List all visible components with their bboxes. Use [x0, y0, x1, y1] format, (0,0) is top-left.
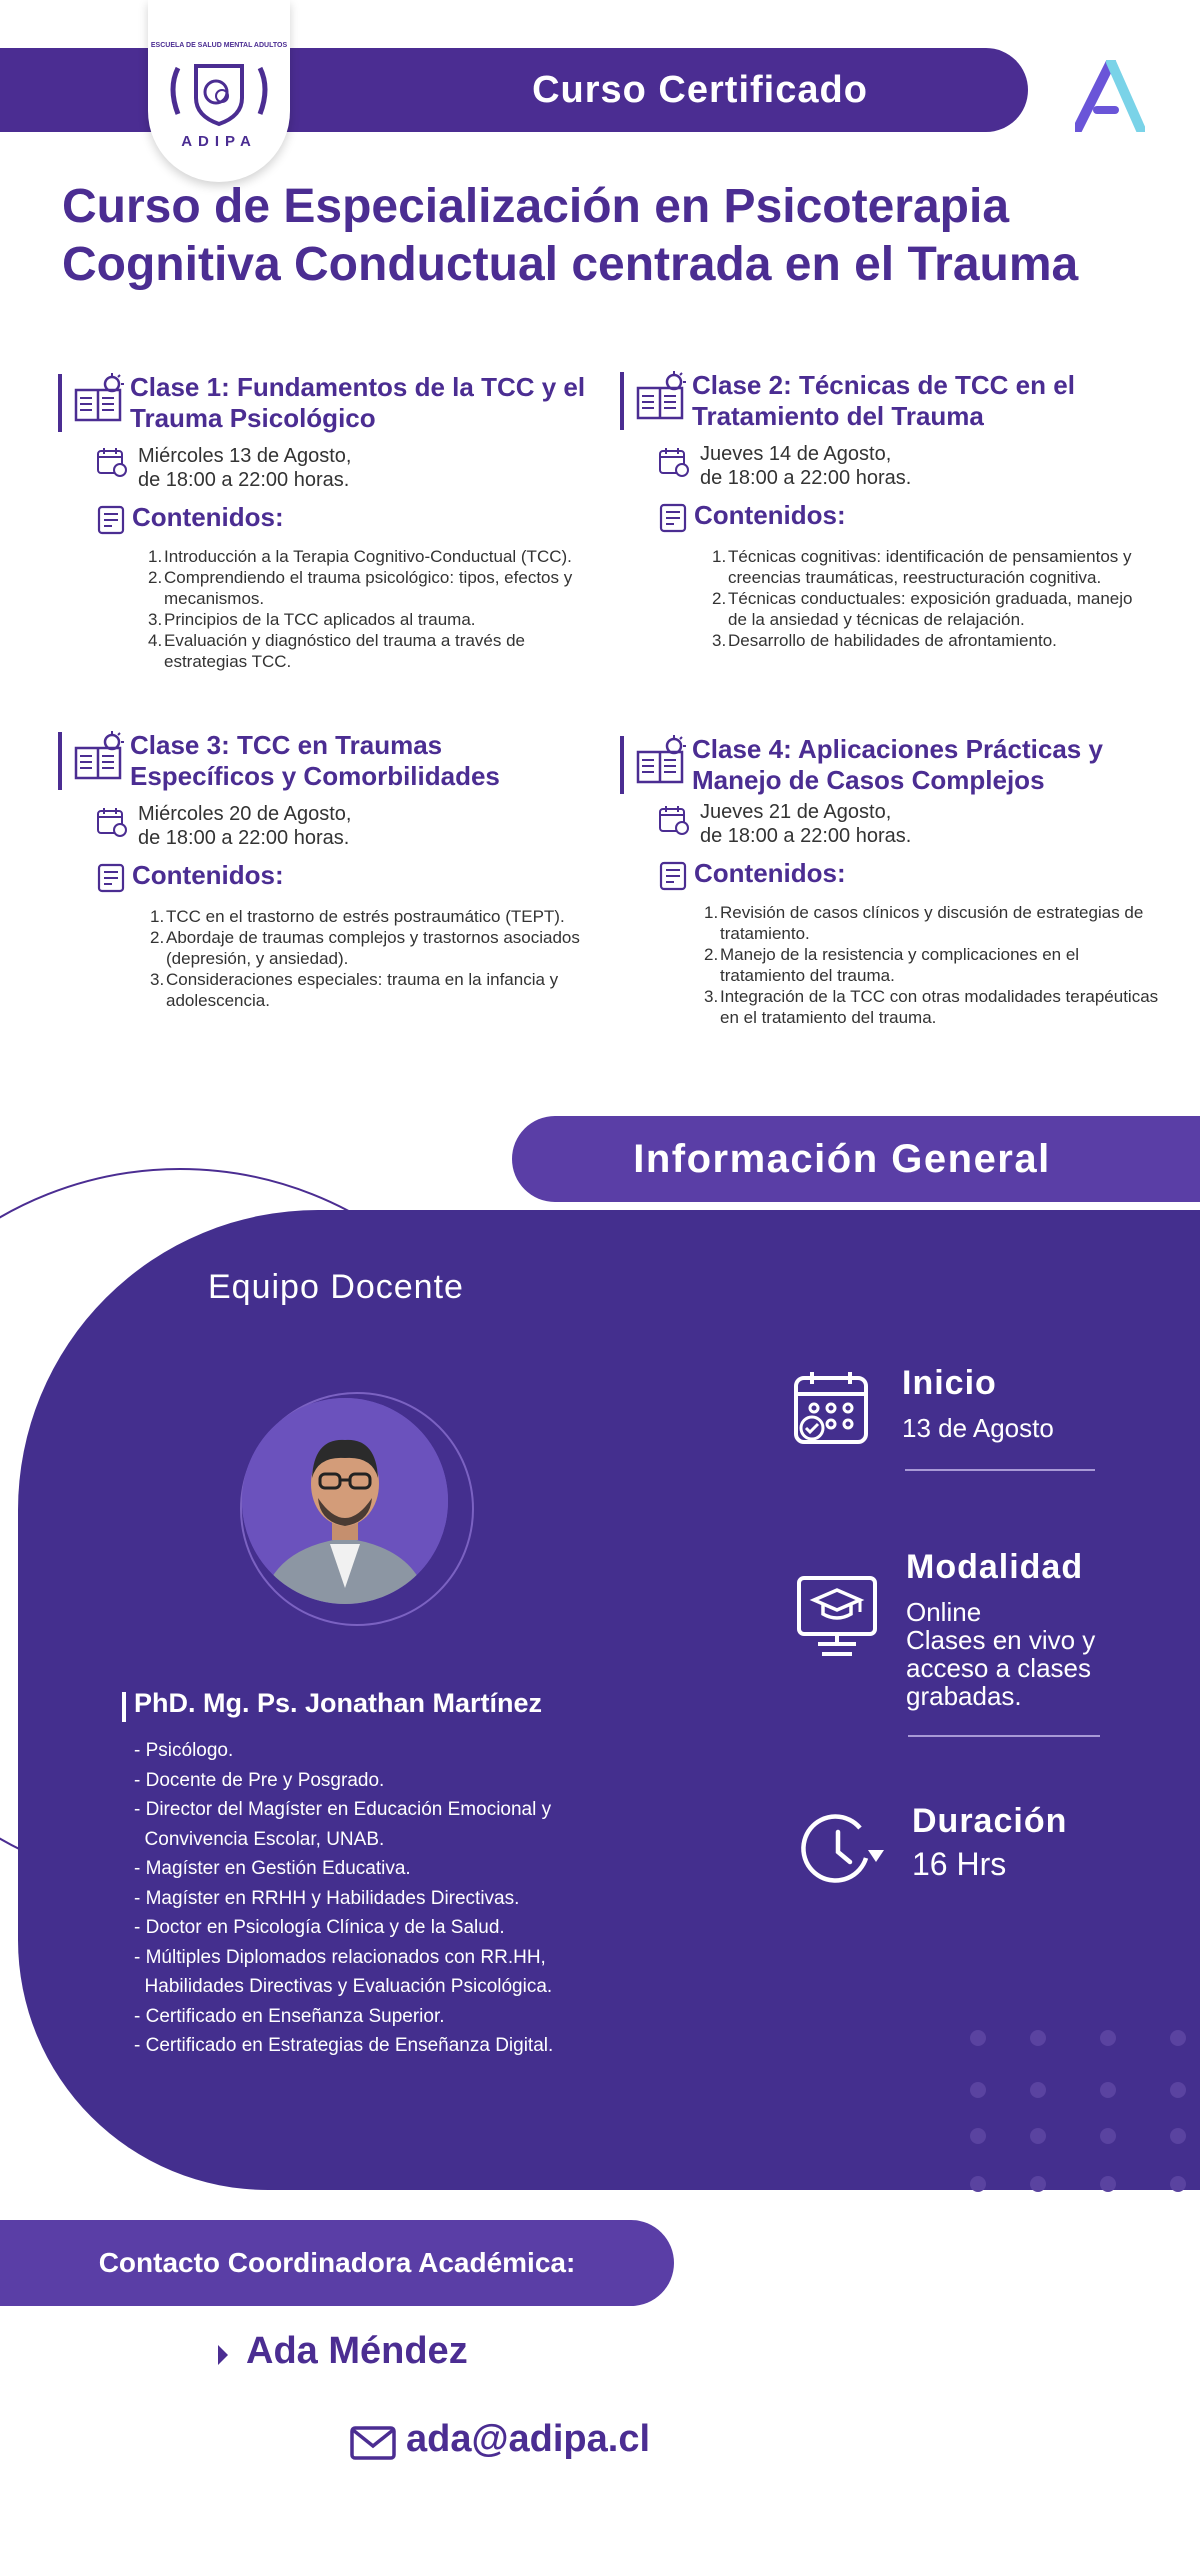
mode-value-line: Clases en vivo y: [906, 1625, 1096, 1655]
calendar-icon: [658, 446, 690, 478]
brand-a-icon: [1075, 60, 1145, 132]
contact-title: Contacto Coordinadora Académica:: [98, 2247, 576, 2278]
list-item: Convivencia Escolar, UNAB.: [134, 1828, 385, 1850]
class-accent-bar: [58, 732, 62, 790]
list-item: 1. TCC en el trastorno de estrés postraumático (TEPT).: [150, 907, 565, 926]
list-item: 3. Integración de la TCC con otras modalidades terapéuticas en el tratamiento del trauma.: [704, 987, 1159, 1027]
calendar-icon: [658, 804, 690, 836]
list-item: 2. Comprendiendo el trauma psicológico: tipos, efectos y mecanismos.: [148, 568, 573, 608]
decorative-dot: [1170, 2176, 1186, 2192]
decorative-dot: [970, 2176, 986, 2192]
class-2-block: [620, 370, 1180, 710]
decorative-dot: [1100, 2176, 1116, 2192]
decorative-dot: [1030, 2176, 1046, 2192]
list-item: 1. Revisión de casos clínicos y discusión de estrategias de tratamiento.: [704, 903, 1144, 943]
decorative-dot: [1030, 2082, 1046, 2098]
decorative-dot: [1100, 2030, 1116, 2046]
contents-label: Contenidos:: [132, 860, 284, 890]
decorative-dot: [1030, 2030, 1046, 2046]
class-title: Clase 4: Aplicaciones Prácticas y Manejo de Casos Complejos: [692, 734, 1103, 795]
info-title: Información General: [633, 1137, 1051, 1181]
list-item: 4. Evaluación y diagnóstico del trauma a través de estrategias TCC.: [148, 631, 525, 671]
list-item: - Magíster en RRHH y Habilidades Directivas.: [134, 1887, 520, 1909]
class-date: Jueves 14 de Agosto,: [700, 443, 892, 465]
class-title: Clase 2: Técnicas de TCC en el Tratamiento del Trauma: [692, 370, 1075, 431]
teacher-accent-bar: [122, 1692, 126, 1722]
logo-name: ADIPA: [181, 133, 257, 150]
class-time: de 18:00 a 22:00 horas.: [700, 467, 912, 489]
class-book-icon: [634, 734, 688, 786]
class-accent-bar: [58, 374, 62, 432]
mode-value-line: grabadas.: [906, 1681, 1022, 1711]
class-date: Miércoles 20 de Agosto,: [138, 803, 352, 825]
caret-right-icon: [218, 2345, 228, 2365]
class-contents-list: [148, 546, 594, 672]
decorative-dot: [1100, 2128, 1116, 2144]
decorative-dot: [1170, 2030, 1186, 2046]
clock-icon: [798, 1810, 886, 1892]
online-class-icon: [796, 1570, 878, 1656]
class-time: de 18:00 a 22:00 horas.: [138, 469, 350, 491]
team-title: Equipo Docente: [208, 1268, 464, 1306]
decorative-dot: [970, 2082, 986, 2098]
list-item: 3. Principios de la TCC aplicados al trauma.: [148, 610, 476, 629]
logo-caption: ESCUELA DE SALUD MENTAL ADULTOS: [150, 42, 288, 49]
teacher-photo: [242, 1398, 448, 1604]
decorative-dot: [1170, 2128, 1186, 2144]
class-time: de 18:00 a 22:00 horas.: [700, 825, 912, 847]
list-item: 1. Técnicas cognitivas: identificación de pensamientos y creencias traumáticas, reestructuración cognitiva.: [712, 547, 1132, 587]
class-date: Jueves 21 de Agosto,: [700, 801, 892, 823]
class-accent-bar: [620, 736, 624, 794]
contact-email-link[interactable]: ada@adipa.cl: [406, 2418, 651, 2460]
start-label: Inicio: [902, 1364, 997, 1402]
start-value: 13 de Agosto: [902, 1413, 1054, 1443]
list-item: 1. Introducción a la Terapia Cognitivo-Conductual (TCC).: [148, 547, 572, 566]
list-item: - Doctor en Psicología Clínica y de la Salud.: [134, 1917, 505, 1938]
contact-name: Ada Méndez: [246, 2330, 468, 2372]
list-item: 3. Desarrollo de habilidades de afrontamiento.: [712, 631, 1057, 650]
decorative-dot: [970, 2128, 986, 2144]
list-item: 2. Técnicas conductuales: exposición graduada, manejo de la ansiedad y técnicas de relajación.: [712, 589, 1133, 629]
list-item: - Certificado en Estrategias de Enseñanza Digital.: [134, 2035, 554, 2056]
list-item: - Magíster en Gestión Educativa.: [134, 1858, 411, 1879]
class-1-block: [58, 372, 598, 712]
class-time: de 18:00 a 22:00 horas.: [138, 827, 350, 849]
mode-value-line: Online: [906, 1597, 982, 1627]
class-accent-bar: [620, 372, 624, 430]
header-title: Curso Certificado: [532, 69, 868, 111]
document-icon: [658, 860, 690, 892]
course-title: [62, 178, 1122, 294]
list-item: - Psicólogo.: [134, 1740, 234, 1761]
logo-shield-icon: [166, 58, 272, 154]
document-icon: [96, 504, 128, 536]
list-item: 2. Abordaje de traumas complejos y trastornos asociados (depresión, y ansiedad).: [150, 928, 580, 968]
class-title: Clase 3: TCC en Traumas Específicos y Comorbilidades: [130, 730, 500, 791]
teacher-credentials-list: [134, 1736, 553, 2061]
list-item: Habilidades Directivas y Evaluación Psicológica.: [134, 1976, 553, 1997]
mail-icon: [350, 2426, 396, 2460]
decorative-dot: [1030, 2128, 1046, 2144]
decorative-dot: [1100, 2082, 1116, 2098]
teacher-portrait-icon: [242, 1398, 448, 1604]
class-date: Miércoles 13 de Agosto,: [138, 445, 352, 467]
decorative-dot: [1170, 2082, 1186, 2098]
class-contents-list: [712, 546, 1152, 651]
list-item: 3. Consideraciones especiales: trauma en la infancia y adolescencia.: [150, 970, 559, 1010]
document-icon: [96, 862, 128, 894]
calendar-check-icon: [790, 1368, 872, 1450]
duration-label: Duración: [912, 1802, 1068, 1840]
duration-value: 16 Hrs: [912, 1846, 1007, 1882]
calendar-icon: [96, 446, 128, 478]
divider: [905, 1469, 1095, 1471]
class-book-icon: [634, 370, 688, 422]
contents-label: Contenidos:: [132, 502, 284, 532]
divider: [908, 1735, 1100, 1737]
class-3-block: [58, 730, 598, 1050]
class-title: Clase 1: Fundamentos de la TCC y el Trauma Psicológico: [130, 372, 586, 433]
mode-label: Modalidad: [906, 1548, 1084, 1586]
list-item: - Certificado en Enseñanza Superior.: [134, 2005, 445, 2027]
mode-value-line: acceso a clases: [906, 1653, 1091, 1683]
class-contents-list: [150, 906, 590, 1011]
class-contents-list: [704, 902, 1164, 1028]
list-item: - Director del Magíster en Educación Emocional y: [134, 1799, 552, 1820]
decorative-dot: [970, 2030, 986, 2046]
adipa-logo: [148, 0, 290, 182]
list-item: 2. Manejo de la resistencia y complicaciones en el tratamiento del trauma.: [704, 945, 1080, 985]
class-book-icon: [72, 730, 126, 782]
course-title-text: Curso de Especialización en Psicoterapia Cognitiva Conductual centrada en el Trauma: [62, 180, 1079, 291]
list-item: - Docente de Pre y Posgrado.: [134, 1769, 385, 1791]
calendar-icon: [96, 806, 128, 838]
document-icon: [658, 502, 690, 534]
teacher-name: PhD. Mg. Ps. Jonathan Martínez: [134, 1688, 543, 1718]
list-item: - Múltiples Diplomados relacionados con RR.HH,: [134, 1946, 546, 1968]
contents-label: Contenidos:: [694, 858, 846, 888]
contents-label: Contenidos:: [694, 500, 846, 530]
class-book-icon: [72, 372, 126, 424]
class-4-block: [620, 734, 1180, 1054]
